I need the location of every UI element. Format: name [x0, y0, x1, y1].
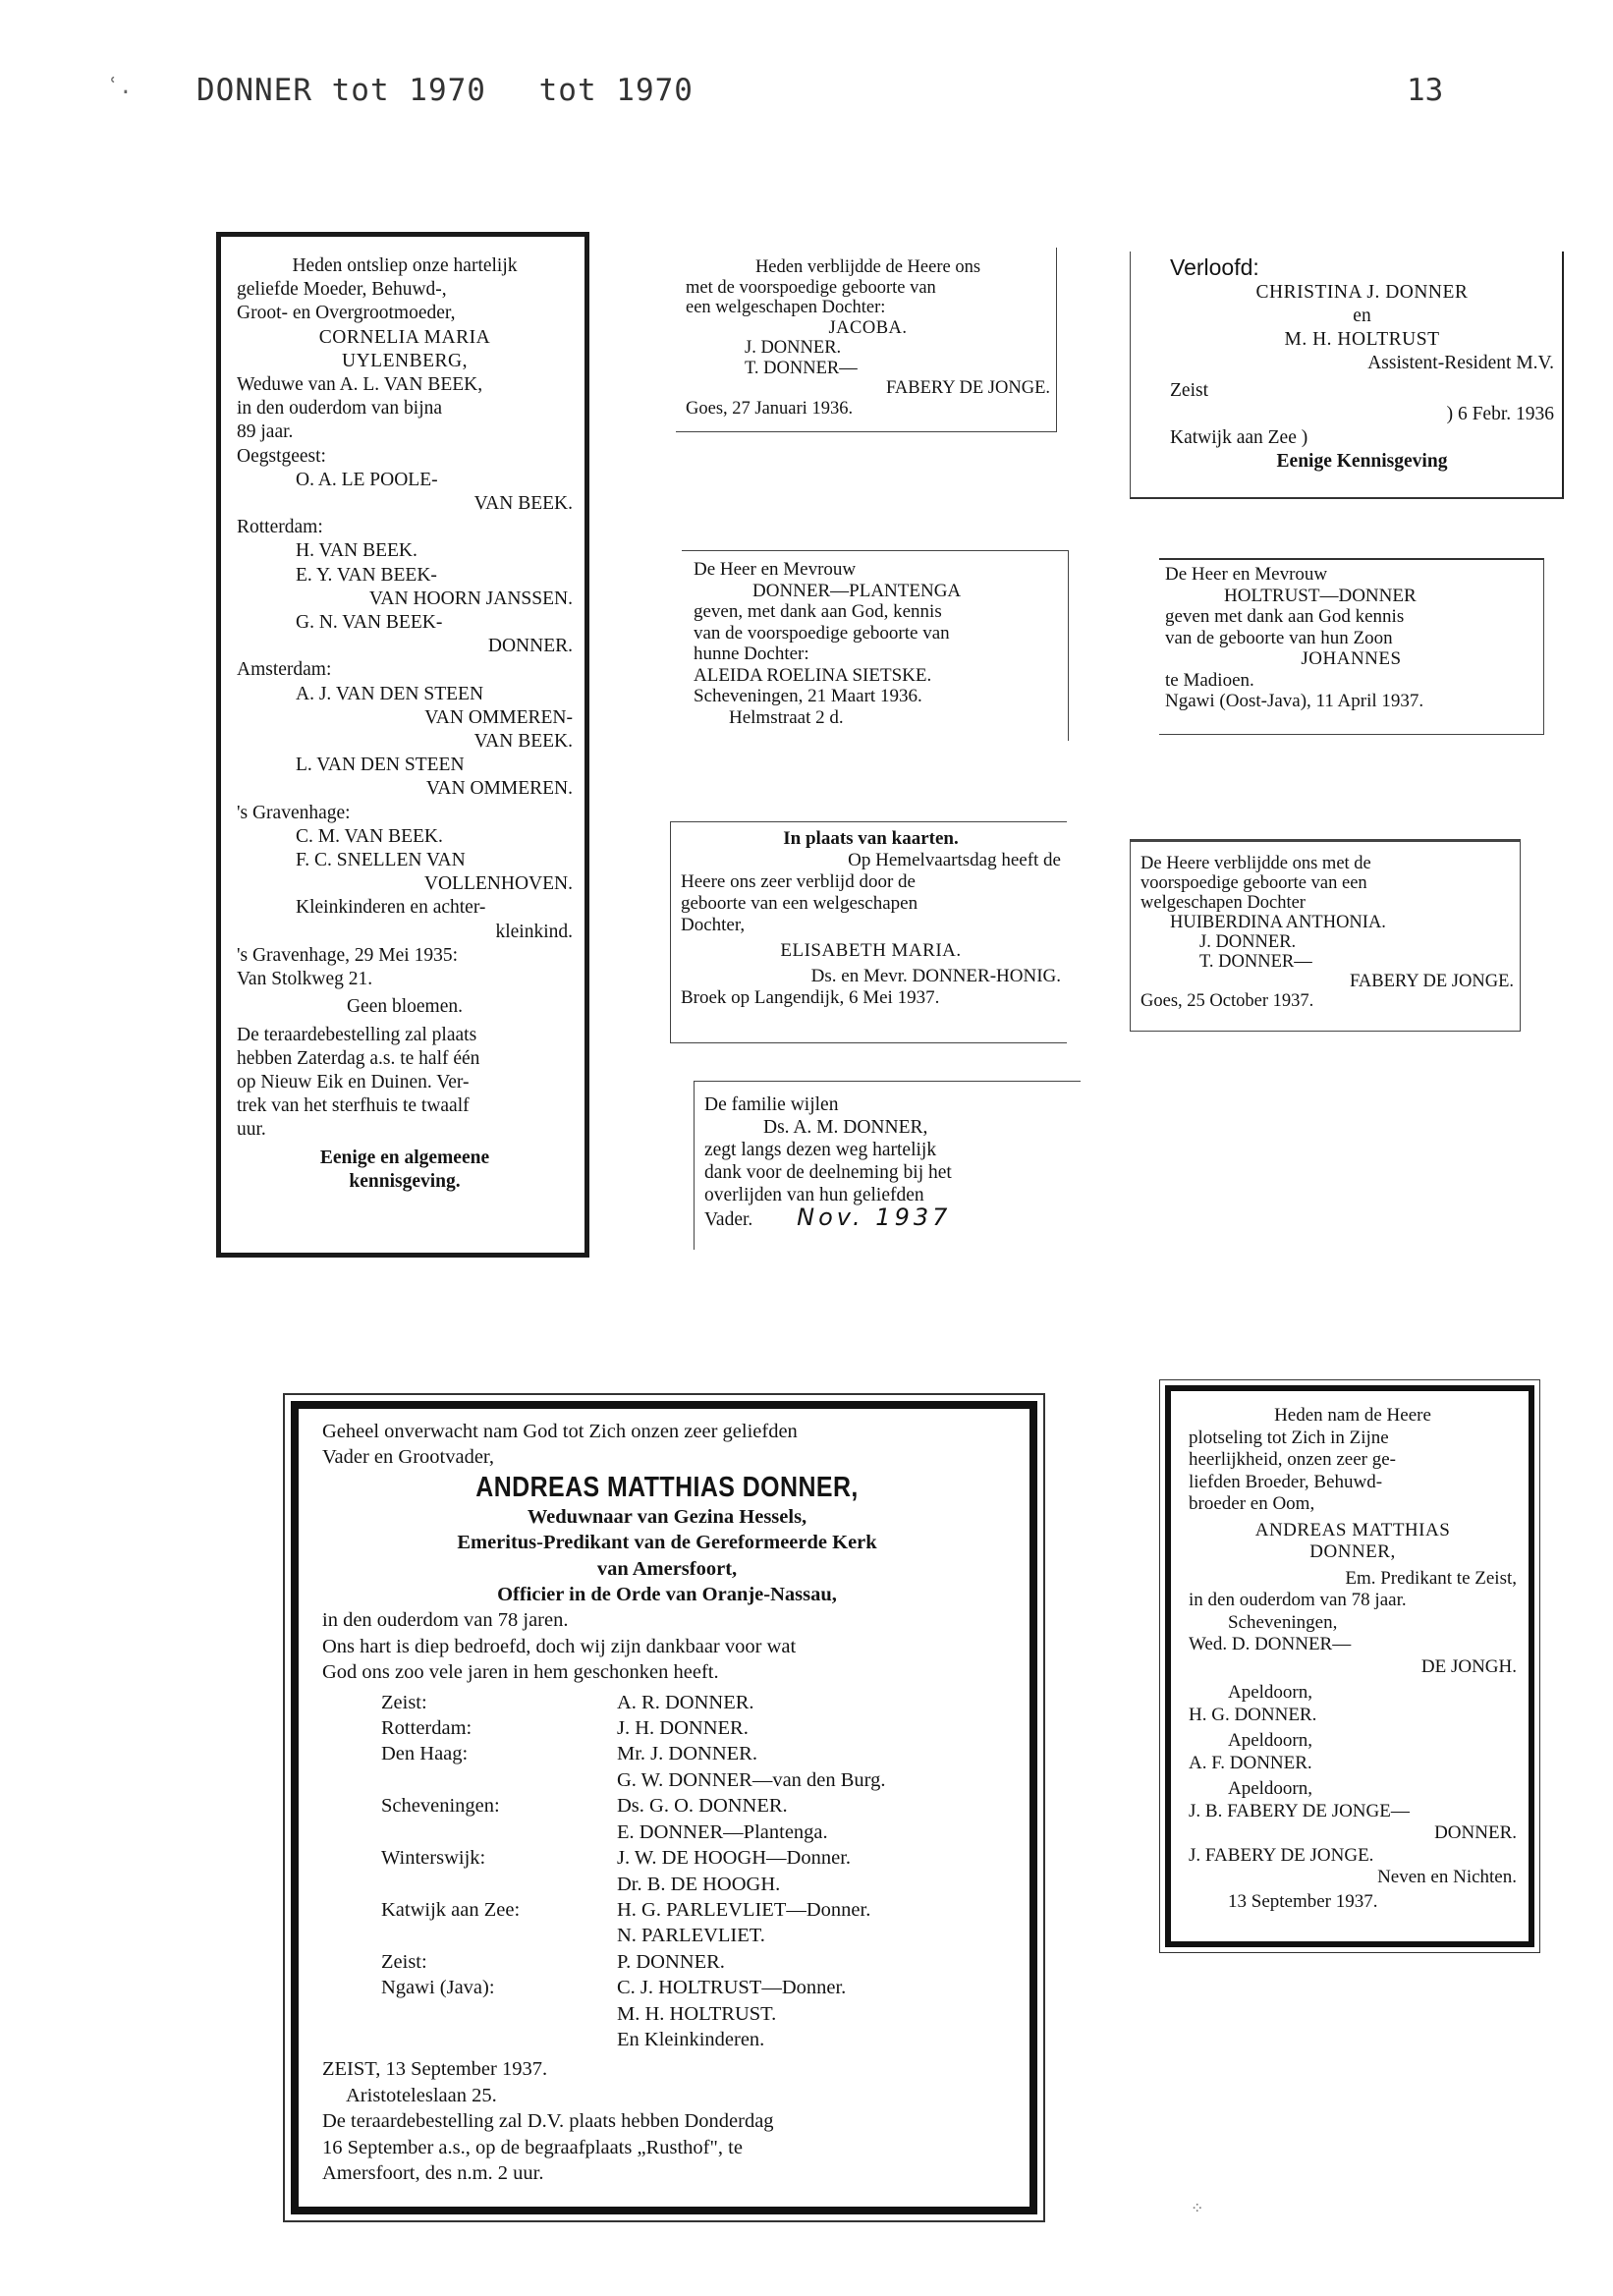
clipping-birth-jacoba: [676, 248, 1057, 432]
address: Aristoteleslaan 25.: [346, 2084, 497, 2106]
place-date: ZEIST, 13 September 1937.: [322, 2058, 548, 2081]
text-line: met de voorspoedige geboorte van: [686, 277, 936, 298]
parent-name: J. DONNER.: [1199, 932, 1297, 952]
page-header: [196, 73, 727, 108]
place-date: Goes, 25 October 1937.: [1140, 991, 1314, 1011]
deceased-name: ANDREAS MATTHIAS: [1254, 1519, 1451, 1540]
text-line: heerlijkheid, onzen zeer ge-: [1189, 1449, 1396, 1470]
family-name: En Kleinkinderen.: [617, 2028, 765, 2050]
family-name: Ds. G. O. DONNER.: [617, 1795, 788, 1818]
text-line: liefden Broeder, Behuwd-: [1189, 1471, 1383, 1492]
family-name: Dr. B. DE HOOGH.: [617, 1873, 781, 1895]
text-line: zegt langs dezen weg hartelijk: [704, 1140, 937, 1160]
address: Van Stolkweg 21.: [237, 969, 373, 990]
family-name: E. DONNER—Plantenga.: [617, 1820, 828, 1843]
text-line: van de geboorte van hun Zoon: [1165, 627, 1393, 648]
family-name: C. M. VAN BEEK.: [296, 825, 443, 847]
deceased-title: van Amersfoort,: [596, 1557, 738, 1580]
family-name: H. VAN BEEK.: [296, 540, 417, 562]
place-label: Zeist: [1170, 380, 1208, 401]
text-line: Heden ontsliep onze hartelijk: [292, 255, 518, 276]
place-label: Katwijk aan Zee:: [381, 1898, 521, 1921]
text-line: De Heer en Mevrouw: [1165, 564, 1328, 585]
text-line: Vader en Grootvader,: [322, 1446, 495, 1469]
text-line: hunne Dochter:: [694, 644, 809, 664]
text-line: Op Hemelvaartsdag heeft de: [848, 850, 1061, 870]
family-name: A. R. DONNER.: [617, 1691, 754, 1713]
place-label: Oegstgeest:: [237, 445, 326, 467]
text-line: Geen bloemen.: [346, 996, 464, 1018]
text-line: dank voor de deelneming bij het: [704, 1162, 952, 1183]
family-name: VAN OMMEREN.: [425, 778, 573, 800]
text-line: geven, met dank aan God, kennis: [694, 601, 942, 622]
text-line: Neven en Nichten.: [1377, 1867, 1517, 1887]
place-date: Ngawi (Oost-Java), 11 April 1937.: [1165, 691, 1424, 711]
deceased-name: CORNELIA MARIA: [318, 326, 491, 348]
deceased-title: Emeritus-Predikant van de Gereformeerde Kerk: [457, 1532, 877, 1554]
text-line: voorspoedige geboorte van een: [1140, 873, 1367, 893]
notice-label: Eenige en algemeene: [319, 1147, 490, 1168]
text-line: 16 September a.s., op de begraafplaats „Rusthof", te: [322, 2136, 743, 2158]
family-name: VAN BEEK.: [473, 493, 573, 515]
family-row: [322, 1949, 1012, 1975]
family-row: [322, 1975, 1012, 2052]
deceased-name: Ds. A. M. DONNER,: [763, 1117, 928, 1138]
family-name: L. VAN DEN STEEN: [296, 755, 465, 776]
deceased-title: Weduwnaar van Gezina Hessels,: [527, 1505, 807, 1528]
family-name: J. W. DE HOOGH—Donner.: [617, 1847, 852, 1870]
text-line: in den ouderdom van bijna: [237, 398, 443, 420]
text-line: Geheel onverwacht nam God tot Zich onzen zeer geliefden: [322, 1421, 798, 1442]
parent-name: Ds. en Mevr. DONNER-HONIG.: [810, 966, 1061, 986]
deceased-name: ANDREAS MATTHIAS DONNER,: [475, 1471, 859, 1503]
fiance-title: Assistent-Resident M.V.: [1367, 353, 1554, 373]
clipping-birth-elisabeth: [670, 821, 1067, 1043]
parent-name: T. DONNER—: [1199, 952, 1312, 972]
family-row: [322, 1897, 1012, 1949]
parent-name: HOLTRUST—DONNER: [1224, 585, 1417, 606]
clipping-birth-aleida: [682, 550, 1069, 741]
parent-name: FABERY DE JONGE.: [885, 378, 1050, 398]
text-line: plotseling tot Zich in Zijne: [1189, 1427, 1389, 1448]
date-line: 13 September 1937.: [1228, 1890, 1378, 1912]
family-name: O. A. LE POOLE-: [296, 469, 438, 490]
text-line: Weduwe van A. L. VAN BEEK,: [237, 374, 483, 396]
text-line-with-note: [704, 1206, 1075, 1231]
family-name: J. FABERY DE JONGE.: [1189, 1844, 1374, 1866]
text-line: De Heer en Mevrouw: [694, 559, 857, 580]
child-name: HUIBERDINA ANTHONIA.: [1170, 913, 1386, 932]
place-label: Winterswijk:: [381, 1847, 486, 1870]
family-name: N. PARLEVLIET.: [617, 1925, 765, 1947]
date-line: ) 6 Febr. 1936: [1446, 404, 1554, 424]
place-label: Amsterdam:: [237, 659, 332, 681]
place-label: Den Haag:: [381, 1743, 469, 1765]
place-label: Ngawi (Java):: [381, 1977, 495, 1999]
family-name: G. W. DONNER—van den Burg.: [617, 1768, 886, 1791]
family-name: P. DONNER.: [617, 1950, 725, 1973]
text-line: De Heere verblijdde ons met de: [1140, 854, 1371, 873]
text-line: geliefde Moeder, Behuwd-,: [237, 279, 447, 301]
text-line: God ons zoo vele jaren in hem geschonken heeft.: [322, 1661, 719, 1684]
text-line: De teraardebestelling zal plaats: [237, 1024, 477, 1045]
text-line: in den ouderdom van 78 jaren.: [322, 1609, 569, 1632]
clipping-birth-huiberdina: [1130, 839, 1521, 1032]
place-label: Katwijk aan Zee ): [1170, 427, 1308, 448]
family-name: C. J. HOLTRUST—Donner.: [617, 1977, 847, 1999]
text-line: overlijden van hun geliefden: [704, 1185, 924, 1205]
text-line: trek van het sterfhuis te twaalf: [237, 1095, 470, 1117]
header-subtitle: tot 1970: [538, 73, 694, 108]
child-name: ALEIDA ROELINA SIETSKE.: [694, 664, 932, 686]
child-name: JACOBA.: [828, 317, 908, 338]
place-label: Rotterdam:: [237, 517, 323, 538]
family-name: Mr. J. DONNER.: [617, 1743, 757, 1765]
child-name: ELISABETH MARIA.: [780, 940, 962, 961]
place-date: Scheveningen, 21 Maart 1936.: [694, 686, 922, 706]
clipping-obituary-andreas: [291, 1401, 1037, 2214]
text-line: welgeschapen Dochter: [1140, 893, 1306, 913]
place-label: Scheveningen:: [381, 1795, 500, 1818]
place-label: Rotterdam:: [381, 1717, 473, 1740]
text-line: Heden nam de Heere: [1274, 1405, 1431, 1426]
family-name: DONNER.: [487, 636, 573, 657]
family-name: G. N. VAN BEEK-: [296, 612, 443, 634]
family-name: J. H. DONNER.: [617, 1717, 749, 1740]
notice-heading: In plaats van kaarten.: [783, 828, 959, 849]
place-label: Apeldoorn,: [1228, 1682, 1313, 1703]
text-line: Vader.: [704, 1209, 753, 1230]
header-title: DONNER tot 1970: [196, 73, 486, 108]
family-list: [322, 1690, 1012, 2053]
child-name: JOHANNES: [1301, 648, 1402, 669]
parent-name: DONNER—PLANTENGA: [752, 580, 962, 601]
family-name: VAN HOORN JANSSEN.: [368, 588, 573, 609]
fiance-name: M. H. HOLTRUST: [1284, 329, 1440, 350]
place-date: Goes, 27 Januari 1936.: [686, 398, 854, 419]
family-name: VAN OMMEREN-: [424, 706, 573, 728]
deceased-name: DONNER,: [1309, 1541, 1396, 1562]
text-line: Ons hart is diep bedroefd, doch wij zijn dankbaar voor wat: [322, 1635, 797, 1657]
address: Helmstraat 2 d.: [729, 706, 844, 728]
clipping-engagement: [1130, 252, 1564, 499]
text-line: Dochter,: [681, 915, 746, 935]
place-label: Zeist:: [381, 1691, 427, 1713]
family-row: [322, 1793, 1012, 1845]
text-line: kleinkind.: [495, 921, 573, 942]
place-label: Scheveningen,: [1228, 1611, 1338, 1633]
family-name: M. H. HOLTRUST.: [617, 2002, 777, 2025]
handwritten-date: Nov. 1937: [797, 1206, 952, 1231]
text-line: in den ouderdom van 78 jaar.: [1189, 1590, 1407, 1610]
parent-name: FABERY DE JONGE.: [1349, 972, 1514, 991]
family-row: [322, 1741, 1012, 1793]
family-name: H. G. DONNER.: [1189, 1704, 1317, 1725]
text-line: een welgeschapen Dochter:: [686, 298, 886, 317]
text-line: De familie wijlen: [704, 1094, 839, 1115]
family-name: E. Y. VAN BEEK-: [296, 564, 437, 586]
clipping-birth-johannes: [1159, 558, 1544, 735]
text-line: en: [1353, 306, 1371, 326]
family-name: J. B. FABERY DE JONGE—: [1189, 1800, 1410, 1821]
place-label: Apeldoorn,: [1228, 1730, 1313, 1751]
text-line: geven met dank aan God kennis: [1165, 606, 1405, 627]
family-name: VOLLENHOVEN.: [423, 873, 573, 895]
clipping-obituary-cornelia: [216, 232, 589, 1258]
place-label: 's Gravenhage:: [237, 802, 351, 823]
family-name: DE JONGH.: [1420, 1655, 1517, 1677]
text-line: De teraardebestelling zal D.V. plaats hebben Donderdag: [322, 2110, 774, 2133]
place-date: Broek op Langendijk, 6 Mei 1937.: [681, 987, 940, 1008]
text-line: Heden verblijdde de Heere ons: [754, 257, 981, 277]
scan-mark: ʿ.: [106, 75, 133, 99]
fiancee-name: CHRISTINA J. DONNER: [1255, 282, 1469, 303]
parent-name: T. DONNER—: [745, 358, 858, 378]
clipping-thanks-family: [694, 1081, 1081, 1250]
text-line: hebben Zaterdag a.s. te half één: [237, 1047, 480, 1069]
family-name: H. G. PARLEVLIET—Donner.: [617, 1898, 871, 1921]
deceased-title: Officier in de Orde van Oranje-Nassau,: [497, 1584, 837, 1606]
parent-name: J. DONNER.: [745, 338, 842, 358]
family-name: Wed. D. DONNER—: [1189, 1634, 1352, 1654]
place-label: Zeist:: [381, 1950, 427, 1973]
text-line: Em. Predikant te Zeist,: [1345, 1567, 1517, 1589]
text-line: Kleinkinderen en achter-: [296, 897, 486, 919]
family-name: A. F. DONNER.: [1189, 1752, 1312, 1773]
text-line: Heere ons zeer verblijd door de: [681, 871, 916, 892]
text-line: te Madioen.: [1165, 669, 1254, 691]
clipping-obituary-brother: [1165, 1385, 1534, 1947]
family-row: [322, 1845, 1012, 1897]
family-name: DONNER.: [1434, 1822, 1517, 1843]
family-row: [322, 1690, 1012, 1715]
text-line: van de voorspoedige geboorte van: [694, 622, 950, 644]
family-name: VAN BEEK.: [473, 731, 573, 753]
place-date: 's Gravenhage, 29 Mei 1935:: [237, 944, 459, 966]
family-name: F. C. SNELLEN VAN: [296, 850, 466, 871]
notice-label: kennisgeving.: [349, 1170, 461, 1192]
family-row: [322, 1715, 1012, 1741]
page-number: 13: [1407, 73, 1444, 108]
family-name: A. J. VAN DEN STEEN: [296, 683, 484, 704]
place-label: Apeldoorn,: [1228, 1778, 1313, 1799]
text-line: op Nieuw Eik en Duinen. Ver-: [237, 1071, 470, 1092]
text-line: Amersfoort, des n.m. 2 uur.: [322, 2161, 544, 2184]
text-line: geboorte van een welgeschapen: [681, 893, 918, 914]
text-line: Groot- en Overgrootmoeder,: [237, 303, 456, 324]
notice-label: Eenige Kennisgeving: [1276, 451, 1448, 472]
deceased-name: UYLENBERG,: [342, 350, 468, 371]
text-line: uur.: [237, 1119, 266, 1141]
notice-heading: Verloofd:: [1170, 255, 1259, 279]
scan-speck: ⁘: [1191, 2199, 1204, 2217]
text-line: 89 jaar.: [237, 421, 294, 443]
text-line: broeder en Oom,: [1189, 1493, 1315, 1514]
